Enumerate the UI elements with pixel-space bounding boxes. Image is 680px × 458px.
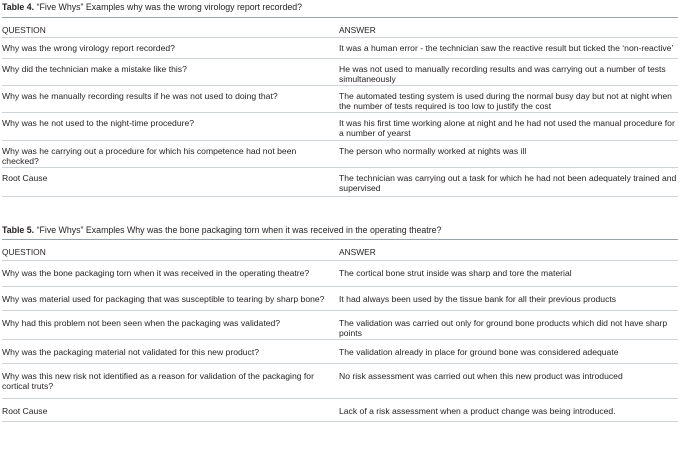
- table-row: [2, 113, 678, 141]
- answer-cell: No risk assessment was carried out when this new product was introduced: [339, 363, 678, 398]
- table-row: [2, 310, 678, 339]
- answer-cell: The validation already in place for ground bone was considered adequate: [339, 339, 678, 363]
- question-cell: Root Cause: [2, 167, 339, 196]
- table-5-answer-header: ANSWER: [339, 239, 678, 260]
- answer-cell: It was a human error - the technician saw the reactive result but ticked the ‘non-reactive’: [339, 38, 678, 59]
- question-cell: Root Cause: [2, 398, 339, 421]
- table-row: [2, 59, 678, 86]
- table-4-label: Table 4.: [2, 2, 35, 12]
- table-row: [2, 38, 678, 59]
- table-4: [2, 17, 678, 197]
- table-5-caption: [2, 225, 678, 239]
- table-4-answer-header: ANSWER: [339, 18, 678, 38]
- question-cell: Why had this problem not been seen when the packaging was validated?: [2, 310, 339, 339]
- table-row: [2, 339, 678, 363]
- table-row-root-cause: [2, 167, 678, 196]
- table-5: [2, 239, 678, 422]
- answer-cell: The technician was carrying out a task for which he had not been adequately trained and supervised: [339, 167, 678, 196]
- table-row-root-cause: [2, 398, 678, 421]
- table-4-caption: [2, 0, 678, 17]
- table-5-header-row: [2, 239, 678, 260]
- question-cell: Why did the technician make a mistake like this?: [2, 59, 339, 86]
- table-row: [2, 141, 678, 168]
- table-5-title: “Five Whys” Examples Why was the bone packaging torn when it was received in the operating theatre?: [36, 224, 442, 235]
- question-cell: Why was the bone packaging torn when it was received in the operating theatre?: [2, 260, 339, 286]
- table-row: [2, 363, 678, 398]
- table-row: [2, 86, 678, 113]
- answer-cell: Lack of a risk assessment when a product change was being introduced.: [339, 398, 678, 421]
- table-row: [2, 260, 678, 286]
- table-spacer: [2, 197, 678, 225]
- table-row: [2, 286, 678, 310]
- answer-cell: The automated testing system is used during the normal busy day but not at night when the number of tests required is too low to justify the cost: [339, 86, 678, 113]
- answer-cell: It was his first time working alone at night and he had not used the manual procedure for a number of yearst: [339, 113, 678, 141]
- table-4-title: “Five Whys” Examples why was the wrong virology report recorded?: [36, 2, 303, 12]
- answer-cell: The person who normally worked at nights was ill: [339, 141, 678, 168]
- answer-cell: The cortical bone strut inside was sharp and tore the material: [339, 260, 678, 286]
- answer-cell: The validation was carried out only for ground bone products which did not have sharp points: [339, 310, 678, 339]
- answer-cell: He was not used to manually recording results and was carrying out a number of tests simultaneously: [339, 59, 678, 86]
- answer-cell: It had always been used by the tissue bank for all their previous products: [339, 286, 678, 310]
- table-5-label: Table 5.: [2, 224, 35, 235]
- question-cell: Why was this new risk not identified as a reason for validation of the packaging for cortical truts?: [2, 363, 339, 398]
- question-cell: Why was he manually recording results if he was not used to doing that?: [2, 86, 339, 113]
- question-cell: Why was the packaging material not validated for this new product?: [2, 339, 339, 363]
- table-5-question-header: QUESTION: [2, 239, 339, 260]
- question-cell: Why was material used for packaging that was susceptible to tearing by sharp bone?: [2, 286, 339, 310]
- question-cell: Why was the wrong virology report recorded?: [2, 38, 339, 59]
- question-cell: Why was he carrying out a procedure for which his competence had not been checked?: [2, 141, 339, 168]
- question-cell: Why was he not used to the night-time procedure?: [2, 113, 339, 141]
- table-4-question-header: QUESTION: [2, 18, 339, 38]
- table-4-header-row: [2, 18, 678, 38]
